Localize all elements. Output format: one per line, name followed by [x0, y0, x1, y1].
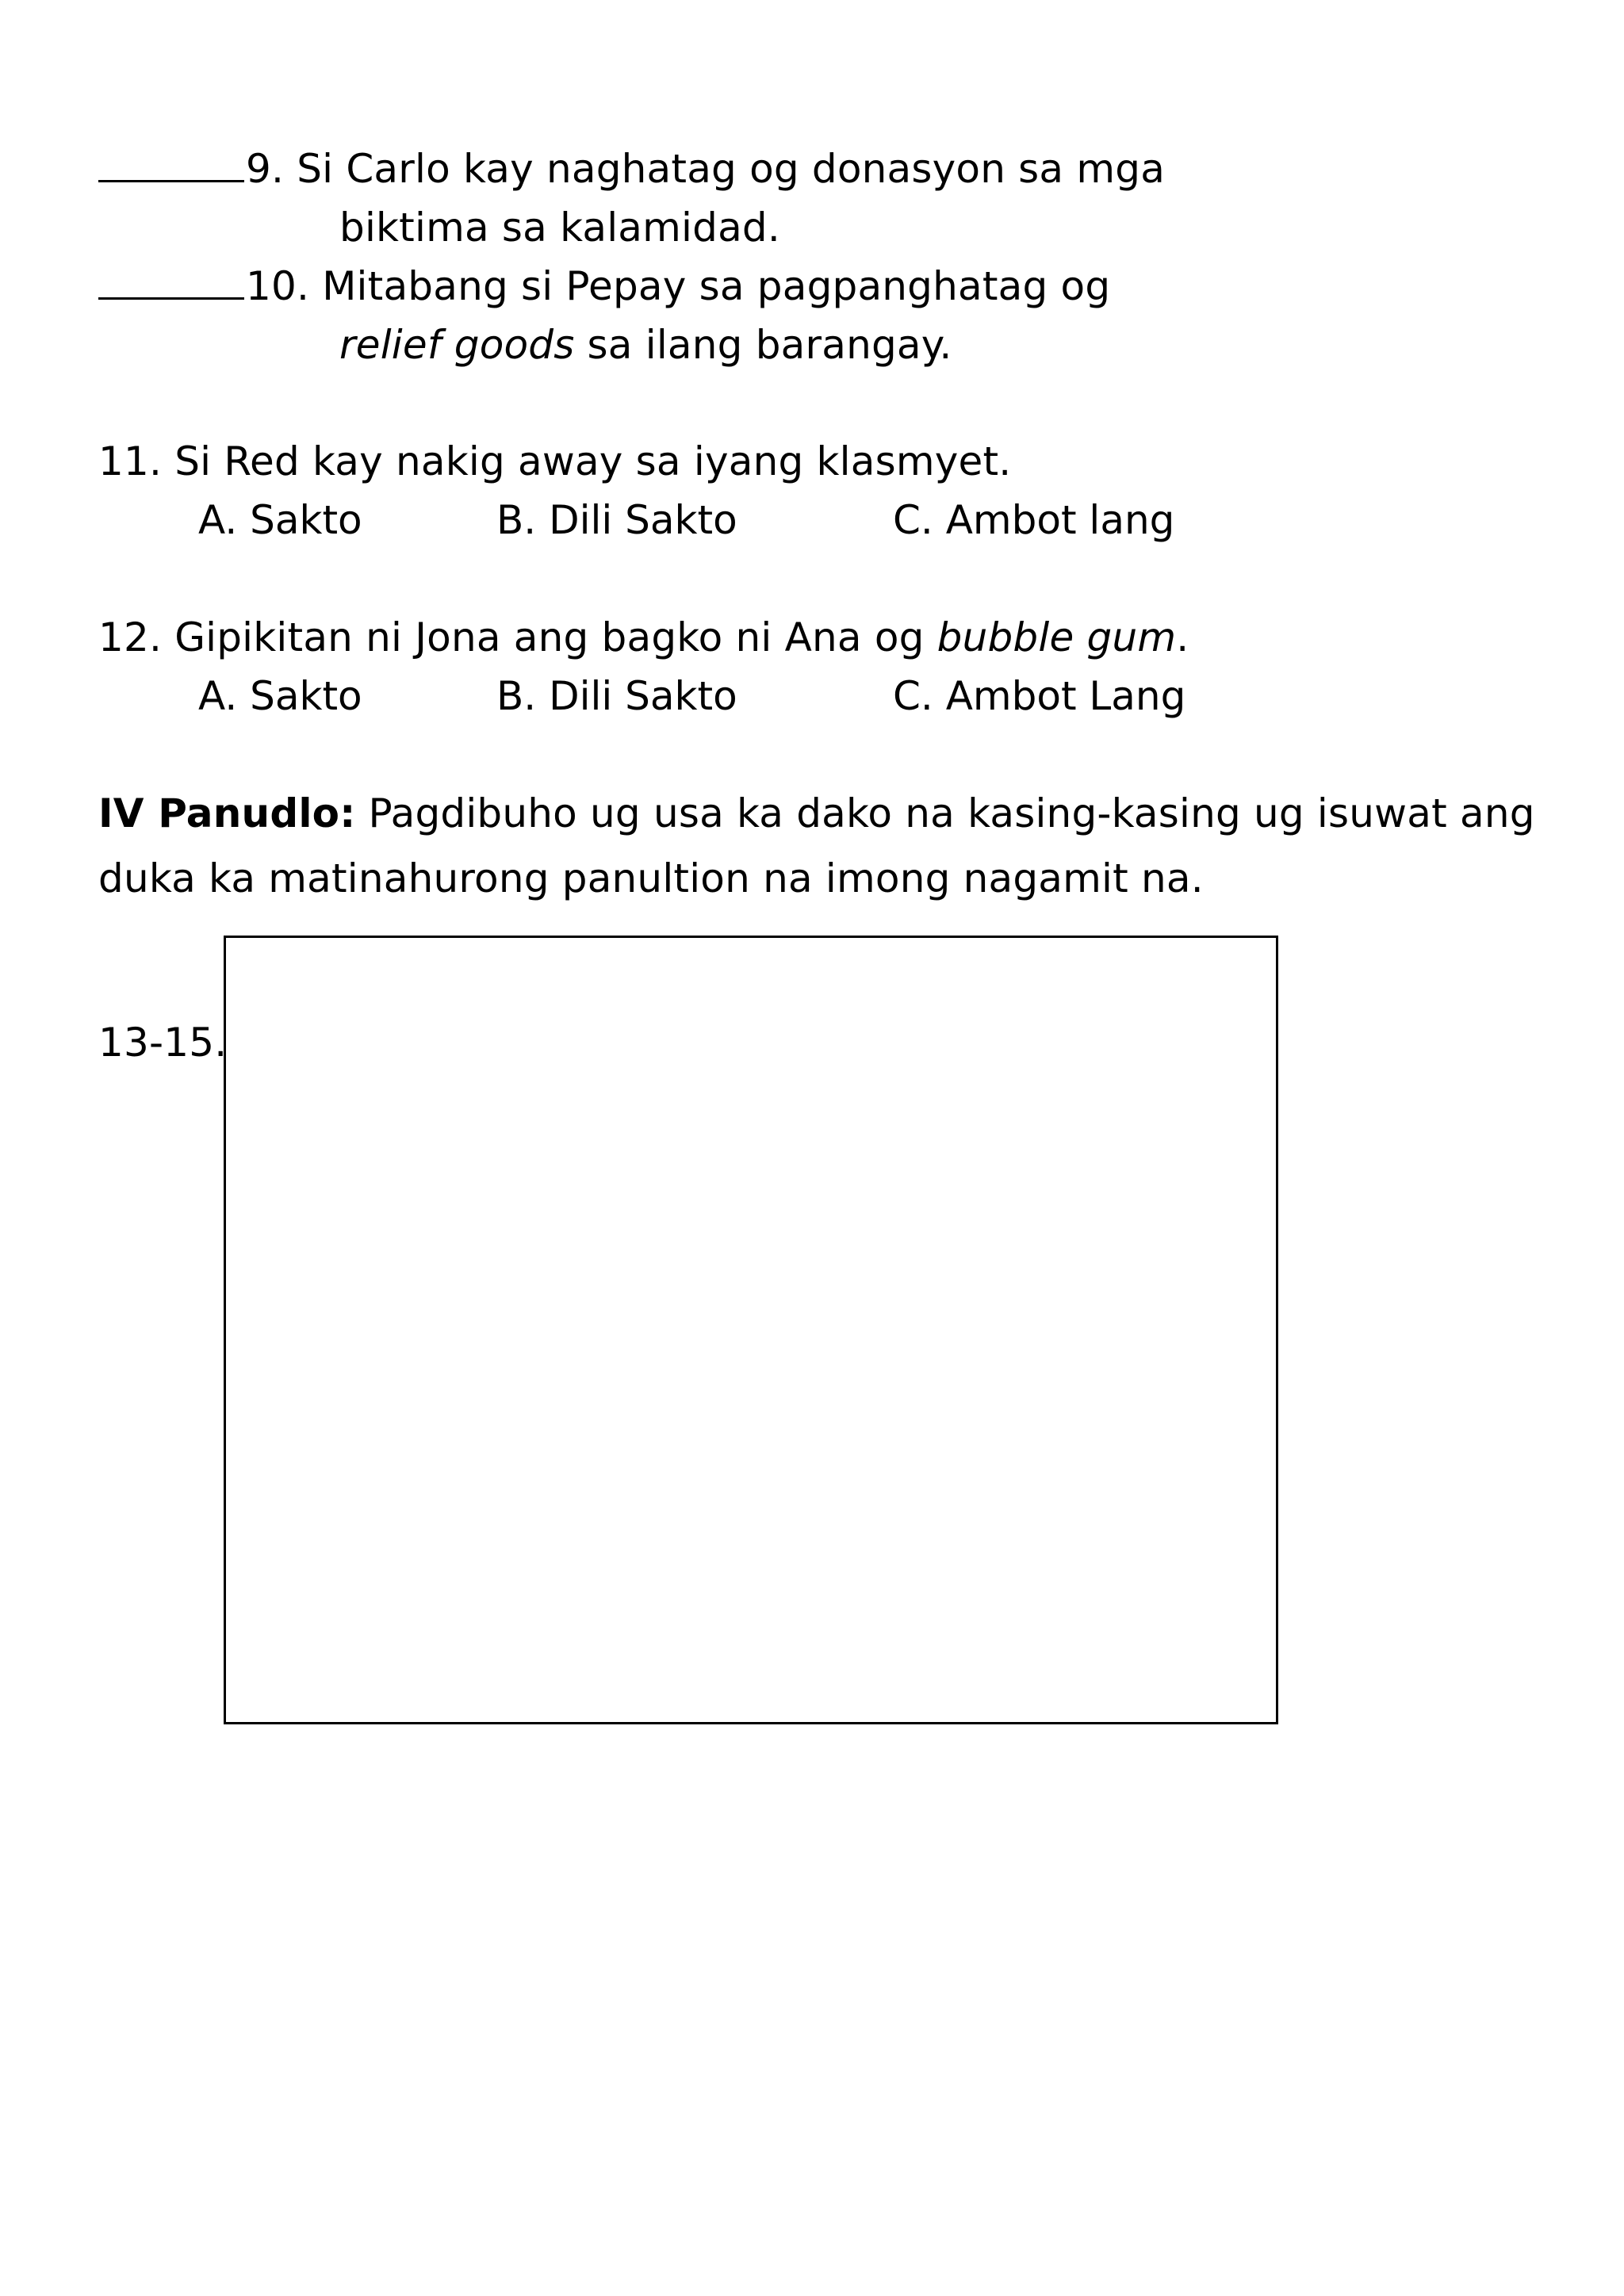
item-11-question: 11. Si Red kay nakig away sa iyang klasmyet.: [98, 438, 1012, 484]
section-iv-heading: IV Panudlo:: [98, 790, 356, 836]
item-11-choice-a[interactable]: A. Sakto: [198, 497, 362, 543]
answer-blank-9[interactable]: [98, 150, 244, 182]
item-9-line-1: [98, 145, 1165, 193]
item-9-text: 9. Si Carlo kay naghatag og donasyon sa mga: [246, 146, 1166, 192]
item-10-italic-term: relief goods: [339, 322, 575, 368]
item-10-text: 10. Mitabang si Pepay sa pagpanghatag og: [246, 263, 1111, 309]
item-12-choice-b[interactable]: B. Dili Sakto: [496, 673, 737, 719]
drawing-item-number: 13-15.: [98, 1020, 228, 1066]
item-10-line-2: [339, 321, 952, 369]
answer-blank-10[interactable]: [98, 267, 244, 300]
item-9-line-2: biktima sa kalamidad.: [339, 205, 780, 251]
section-iv-instruction-line-1: [98, 790, 1535, 837]
item-12-choice-a[interactable]: A. Sakto: [198, 673, 362, 719]
section-iv-instruction-line-2: duka ka matinahurong panultion na imong nagamit na.: [98, 855, 1204, 901]
item-12-question-start: 12. Gipikitan ni Jona ang bagko ni Ana og: [98, 614, 937, 660]
item-10-line-2-rest: sa ilang barangay.: [574, 322, 952, 368]
item-12-question-end: .: [1176, 614, 1189, 660]
item-11-choice-c[interactable]: C. Ambot lang: [893, 497, 1175, 543]
section-iv-text-1: Pagdibuho ug usa ka dako na kasing-kasing ug isuwat ang: [355, 790, 1535, 836]
item-12-question: [98, 614, 1189, 661]
drawing-answer-box[interactable]: [224, 936, 1278, 1724]
item-11-choice-b[interactable]: B. Dili Sakto: [496, 497, 737, 543]
item-12-choice-c[interactable]: C. Ambot Lang: [893, 673, 1186, 719]
item-12-italic-term: bubble gum: [936, 614, 1177, 660]
item-10-line-1: [98, 262, 1110, 310]
